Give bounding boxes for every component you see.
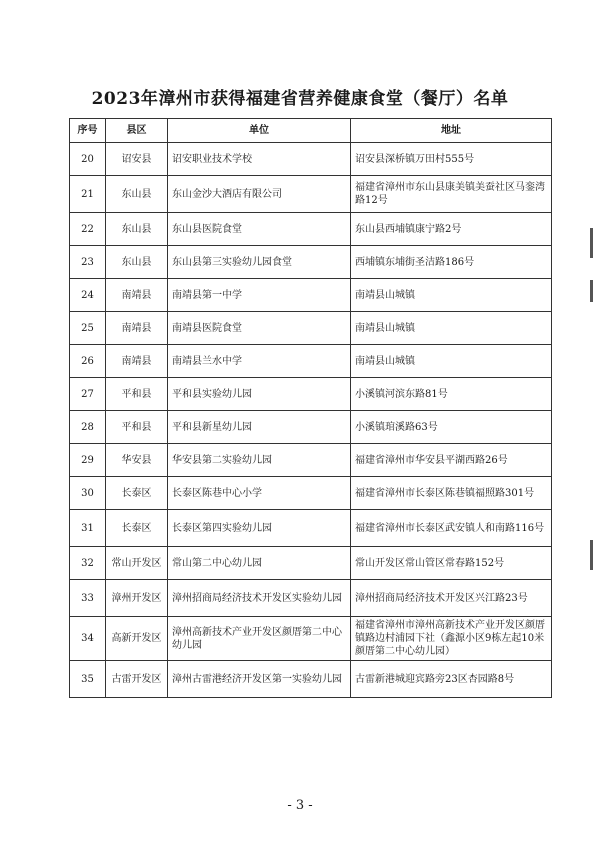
- cell-no: 25: [70, 312, 106, 345]
- cell-county: 漳州开发区: [106, 580, 168, 617]
- table-row: [70, 444, 552, 477]
- page-number: - 3 -: [287, 798, 313, 813]
- cell-unit: 东山金沙大酒店有限公司: [168, 176, 351, 213]
- cell-no: 33: [70, 580, 106, 617]
- cell-unit: 诏安职业技术学校: [168, 143, 351, 176]
- cell-county: 东山县: [106, 246, 168, 279]
- cell-no: 20: [70, 143, 106, 176]
- cell-address: 福建省漳州市东山县康美镇美蚕社区马銮湾路12号: [351, 176, 552, 213]
- cell-county: 高新开发区: [106, 617, 168, 661]
- cell-address: 南靖县山城镇: [351, 345, 552, 378]
- table-row: [70, 547, 552, 580]
- header-county: 县区: [106, 119, 168, 143]
- cell-address: 小溪镇琯溪路63号: [351, 411, 552, 444]
- cell-county: 南靖县: [106, 312, 168, 345]
- cell-unit: 南靖县第一中学: [168, 279, 351, 312]
- cell-no: 28: [70, 411, 106, 444]
- cell-unit: 长泰区第四实验幼儿园: [168, 510, 351, 547]
- cell-county: 东山县: [106, 176, 168, 213]
- cell-address: 福建省漳州市长泰区陈巷镇福照路301号: [351, 477, 552, 510]
- table-row: [70, 378, 552, 411]
- table-row: [70, 411, 552, 444]
- cell-address: 福建省漳州市华安县平湖西路26号: [351, 444, 552, 477]
- cell-address: 常山开发区常山管区常春路152号: [351, 547, 552, 580]
- cell-no: 34: [70, 617, 106, 661]
- cell-county: 平和县: [106, 378, 168, 411]
- cell-no: 22: [70, 213, 106, 246]
- table-row: [70, 580, 552, 617]
- cell-unit: 平和县新星幼儿园: [168, 411, 351, 444]
- scan-edge-mark: [590, 228, 593, 258]
- cell-no: 23: [70, 246, 106, 279]
- cell-no: 24: [70, 279, 106, 312]
- header-no: 序号: [70, 119, 106, 143]
- cell-county: 长泰区: [106, 510, 168, 547]
- cell-unit: 漳州高新技术产业开发区颜厝第二中心幼儿园: [168, 617, 351, 661]
- table-row: [70, 477, 552, 510]
- cell-county: 长泰区: [106, 477, 168, 510]
- header-address: 地址: [351, 119, 552, 143]
- table-row: [70, 510, 552, 547]
- cell-address: 西埔镇东埔街圣洁路186号: [351, 246, 552, 279]
- cell-unit: 长泰区陈巷中心小学: [168, 477, 351, 510]
- cell-county: 南靖县: [106, 279, 168, 312]
- cell-address: 福建省漳州市漳州高新技术产业开发区颜厝镇路边村浦园下社（鑫源小区9栋左起10米颜厝第二中心幼儿园）: [351, 617, 552, 661]
- restaurant-list-table: [69, 118, 552, 698]
- cell-unit: 平和县实验幼儿园: [168, 378, 351, 411]
- cell-no: 26: [70, 345, 106, 378]
- cell-no: 30: [70, 477, 106, 510]
- cell-no: 21: [70, 176, 106, 213]
- table-row: [70, 143, 552, 176]
- cell-unit: 东山县第三实验幼儿园食堂: [168, 246, 351, 279]
- cell-county: 南靖县: [106, 345, 168, 378]
- cell-unit: 漳州古雷港经济开发区第一实验幼儿园: [168, 661, 351, 698]
- cell-unit: 常山第二中心幼儿园: [168, 547, 351, 580]
- cell-county: 平和县: [106, 411, 168, 444]
- cell-address: 南靖县山城镇: [351, 312, 552, 345]
- cell-no: 32: [70, 547, 106, 580]
- table-row: [70, 279, 552, 312]
- cell-county: 常山开发区: [106, 547, 168, 580]
- cell-address: 古雷新港城迎宾路旁23区杏园路8号: [351, 661, 552, 698]
- cell-address: 南靖县山城镇: [351, 279, 552, 312]
- table-row: [70, 617, 552, 661]
- cell-county: 华安县: [106, 444, 168, 477]
- cell-no: 29: [70, 444, 106, 477]
- table-header-row: [70, 119, 552, 143]
- cell-address: 东山县西埔镇康宁路2号: [351, 213, 552, 246]
- table-row: [70, 312, 552, 345]
- table-row: [70, 213, 552, 246]
- cell-county: 东山县: [106, 213, 168, 246]
- cell-county: 古雷开发区: [106, 661, 168, 698]
- cell-unit: 东山县医院食堂: [168, 213, 351, 246]
- header-unit: 单位: [168, 119, 351, 143]
- cell-unit: 南靖县兰水中学: [168, 345, 351, 378]
- cell-no: 27: [70, 378, 106, 411]
- cell-unit: 漳州招商局经济技术开发区实验幼儿园: [168, 580, 351, 617]
- cell-no: 31: [70, 510, 106, 547]
- cell-county: 诏安县: [106, 143, 168, 176]
- cell-unit: 南靖县医院食堂: [168, 312, 351, 345]
- table-row: [70, 661, 552, 698]
- table-row: [70, 246, 552, 279]
- document-title: 2023年漳州市获得福建省营养健康食堂（餐厅）名单: [91, 89, 509, 109]
- cell-address: 小溪镇河滨东路81号: [351, 378, 552, 411]
- cell-address: 福建省漳州市长泰区武安镇人和南路116号: [351, 510, 552, 547]
- cell-no: 35: [70, 661, 106, 698]
- cell-address: 漳州招商局经济技术开发区兴江路23号: [351, 580, 552, 617]
- table-row: [70, 345, 552, 378]
- scan-edge-mark: [590, 280, 593, 302]
- cell-unit: 华安县第二实验幼儿园: [168, 444, 351, 477]
- table-row: [70, 176, 552, 213]
- cell-address: 诏安县深桥镇万田村555号: [351, 143, 552, 176]
- scan-edge-mark: [590, 540, 593, 570]
